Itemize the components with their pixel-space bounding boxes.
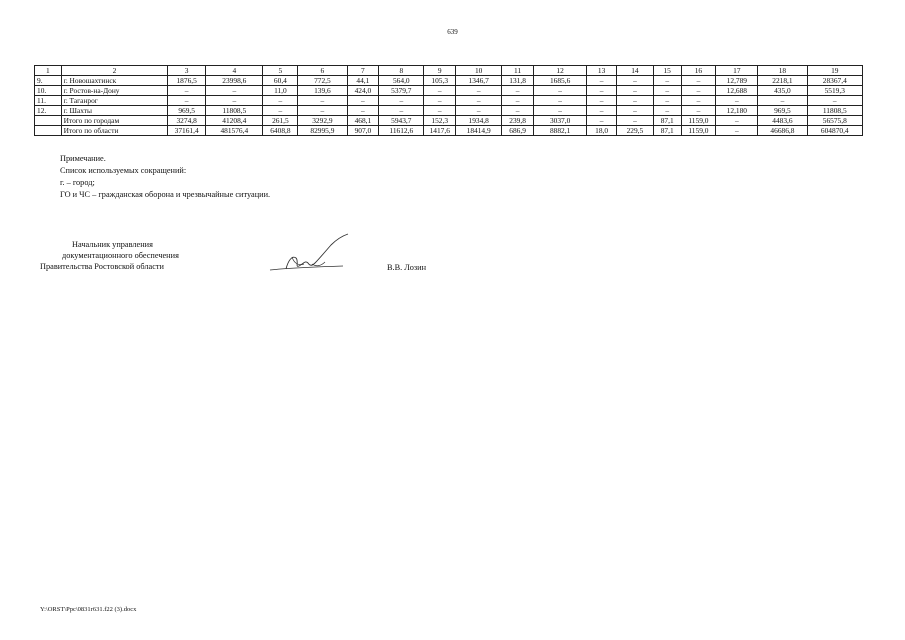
table-cell: – (502, 86, 534, 96)
table-cell: 3037,0 (533, 116, 586, 126)
table-header-cell: 15 (653, 66, 681, 76)
table-cell: – (587, 96, 617, 106)
data-table (34, 65, 863, 136)
table-cell: – (424, 86, 456, 96)
table-header-cell: 16 (681, 66, 716, 76)
table-cell: – (616, 106, 653, 116)
table-cell: 152,3 (424, 116, 456, 126)
table-header-cell: 14 (616, 66, 653, 76)
table-cell: 564,0 (379, 76, 424, 86)
table-cell: 1159,0 (681, 116, 716, 126)
table-header-cell: 1 (35, 66, 62, 76)
table-header-cell: 5 (263, 66, 298, 76)
table-cell: г. Ростов-на-Дону (61, 86, 168, 96)
table-header-row (35, 66, 863, 76)
table-cell: – (587, 76, 617, 86)
table-cell: – (424, 106, 456, 116)
table-cell: – (206, 86, 263, 96)
table-cell: Итого по области (61, 126, 168, 136)
table-cell: 41208,4 (206, 116, 263, 126)
table-cell: – (456, 106, 502, 116)
signer-name: В.В. Лозин (387, 263, 427, 272)
table-header-cell: 8 (379, 66, 424, 76)
table-cell: 3274,8 (168, 116, 206, 126)
table-cell: – (263, 106, 298, 116)
table-cell: г. Новошахтинск (61, 76, 168, 86)
table-row (35, 96, 863, 106)
table-header-cell: 12 (533, 66, 586, 76)
table-cell: – (681, 96, 716, 106)
table-cell: – (456, 96, 502, 106)
table-header-cell: 11 (502, 66, 534, 76)
table-cell: – (206, 96, 263, 106)
table-cell: 18414,9 (456, 126, 502, 136)
signer-position-line2: документационного обеспечения (62, 251, 179, 260)
table-cell: 261,5 (263, 116, 298, 126)
table-cell: – (653, 86, 681, 96)
table-cell: – (502, 96, 534, 106)
table-header-cell: 18 (758, 66, 807, 76)
table-header-cell: 9 (424, 66, 456, 76)
table-cell: 229,5 (616, 126, 653, 136)
table-cell: 2218,1 (758, 76, 807, 86)
table-cell: 11808,5 (206, 106, 263, 116)
table-cell: 46686,8 (758, 126, 807, 136)
table-cell: 44,1 (347, 76, 379, 86)
table-cell: – (716, 96, 758, 106)
table-cell: 1159,0 (681, 126, 716, 136)
table-cell: 18,0 (587, 126, 617, 136)
table-cell: – (681, 76, 716, 86)
table-cell: 5943,7 (379, 116, 424, 126)
table-header-cell: 19 (807, 66, 862, 76)
table-cell: 87,1 (653, 126, 681, 136)
table-cell: 12. (35, 106, 62, 116)
table-cell: г. Шахты (61, 106, 168, 116)
table-cell: – (347, 106, 379, 116)
table-cell: 5379,7 (379, 86, 424, 96)
table-cell: – (758, 96, 807, 106)
table-cell: 11,0 (263, 86, 298, 96)
table-cell: – (379, 106, 424, 116)
abbreviation-go-chs: ГО и ЧС – гражданская оборона и чрезвычайные ситуации. (60, 190, 271, 199)
table-cell: 11612,6 (379, 126, 424, 136)
table-cell: – (168, 86, 206, 96)
table-cell: – (298, 106, 347, 116)
table-cell: 1685,6 (533, 76, 586, 86)
table-cell: – (347, 96, 379, 106)
table-cell: – (653, 76, 681, 86)
signer-position-line1: Начальник управления (72, 240, 153, 249)
table-cell: – (807, 96, 862, 106)
table-cell: 481576,4 (206, 126, 263, 136)
table-cell: 11808,5 (807, 106, 862, 116)
table-cell: 4483,6 (758, 116, 807, 126)
table-cell: – (298, 96, 347, 106)
table-cell: 28367,4 (807, 76, 862, 86)
table-cell: – (587, 86, 617, 96)
table-row (35, 126, 863, 136)
table-cell: 604870,4 (807, 126, 862, 136)
table-cell: – (716, 116, 758, 126)
table-cell: 907,0 (347, 126, 379, 136)
table-header-cell: 3 (168, 66, 206, 76)
table-cell: 1934,8 (456, 116, 502, 126)
table-header-cell: 17 (716, 66, 758, 76)
table-cell: 11. (35, 96, 62, 106)
table-cell: 239,8 (502, 116, 534, 126)
signer-position-line3: Правительства Ростовской области (40, 262, 164, 271)
table-cell: 139,6 (298, 86, 347, 96)
table-cell: 12,688 (716, 86, 758, 96)
signature-block (40, 239, 179, 272)
table-cell: – (681, 106, 716, 116)
table-cell: 131,8 (502, 76, 534, 86)
table-cell: 10. (35, 86, 62, 96)
table-cell: 8882,1 (533, 126, 586, 136)
table-cell: 1876,5 (168, 76, 206, 86)
table-header-cell: 6 (298, 66, 347, 76)
table-cell: – (502, 106, 534, 116)
table-cell: 468,1 (347, 116, 379, 126)
table-cell: 5519,3 (807, 86, 862, 96)
table-cell (35, 126, 62, 136)
table-cell: 435,0 (758, 86, 807, 96)
table-cell: 23998,6 (206, 76, 263, 86)
table-cell: – (424, 96, 456, 106)
table-cell: 3292,9 (298, 116, 347, 126)
table-cell: – (616, 86, 653, 96)
abbreviation-city: г. – город; (60, 178, 95, 187)
table-row (35, 76, 863, 86)
table-header-cell: 4 (206, 66, 263, 76)
table-row (35, 116, 863, 126)
table-cell: – (616, 96, 653, 106)
table-row (35, 86, 863, 96)
table-cell: 969,5 (758, 106, 807, 116)
table-header-cell: 2 (61, 66, 168, 76)
table-cell: 37161,4 (168, 126, 206, 136)
table-cell: – (653, 106, 681, 116)
table-cell (35, 116, 62, 126)
table-cell: – (716, 126, 758, 136)
table-cell: 60,4 (263, 76, 298, 86)
file-path: Y:\ORST\Ppc\0831r631.f22 (3).docx (40, 606, 137, 613)
table-cell: 6408,8 (263, 126, 298, 136)
table-cell: 56575,8 (807, 116, 862, 126)
table-cell: 424,0 (347, 86, 379, 96)
table-cell: – (379, 96, 424, 106)
table-cell: – (653, 96, 681, 106)
table-header-cell: 7 (347, 66, 379, 76)
abbreviations-title: Список используемых сокращений: (60, 166, 187, 175)
table-cell: – (587, 106, 617, 116)
table-cell: – (533, 96, 586, 106)
table-cell: 1346,7 (456, 76, 502, 86)
handwritten-signature (268, 233, 358, 277)
table-cell: – (533, 106, 586, 116)
table-cell: 686,9 (502, 126, 534, 136)
table-cell: – (456, 86, 502, 96)
table-cell: 772,5 (298, 76, 347, 86)
table-cell: – (263, 96, 298, 106)
table-cell: 969,5 (168, 106, 206, 116)
table-cell: 9. (35, 76, 62, 86)
table-cell: – (533, 86, 586, 96)
table-cell: – (587, 116, 617, 126)
notes-title: Примечание. (60, 154, 106, 163)
table-cell: г. Таганрог (61, 96, 168, 106)
table-cell: 105,3 (424, 76, 456, 86)
table-cell: 82995,9 (298, 126, 347, 136)
table-cell: – (616, 116, 653, 126)
table-row (35, 106, 863, 116)
table-cell: 87,1 (653, 116, 681, 126)
notes (60, 153, 270, 201)
table-cell: 12,789 (716, 76, 758, 86)
table-cell: Итого по городам (61, 116, 168, 126)
table-header-cell: 13 (587, 66, 617, 76)
table-cell: – (616, 76, 653, 86)
table-header-cell: 10 (456, 66, 502, 76)
table-cell: 12,180 (716, 106, 758, 116)
table-cell: – (168, 96, 206, 106)
table-cell: – (681, 86, 716, 96)
page-number: 639 (447, 28, 458, 36)
table-cell: 1417,6 (424, 126, 456, 136)
